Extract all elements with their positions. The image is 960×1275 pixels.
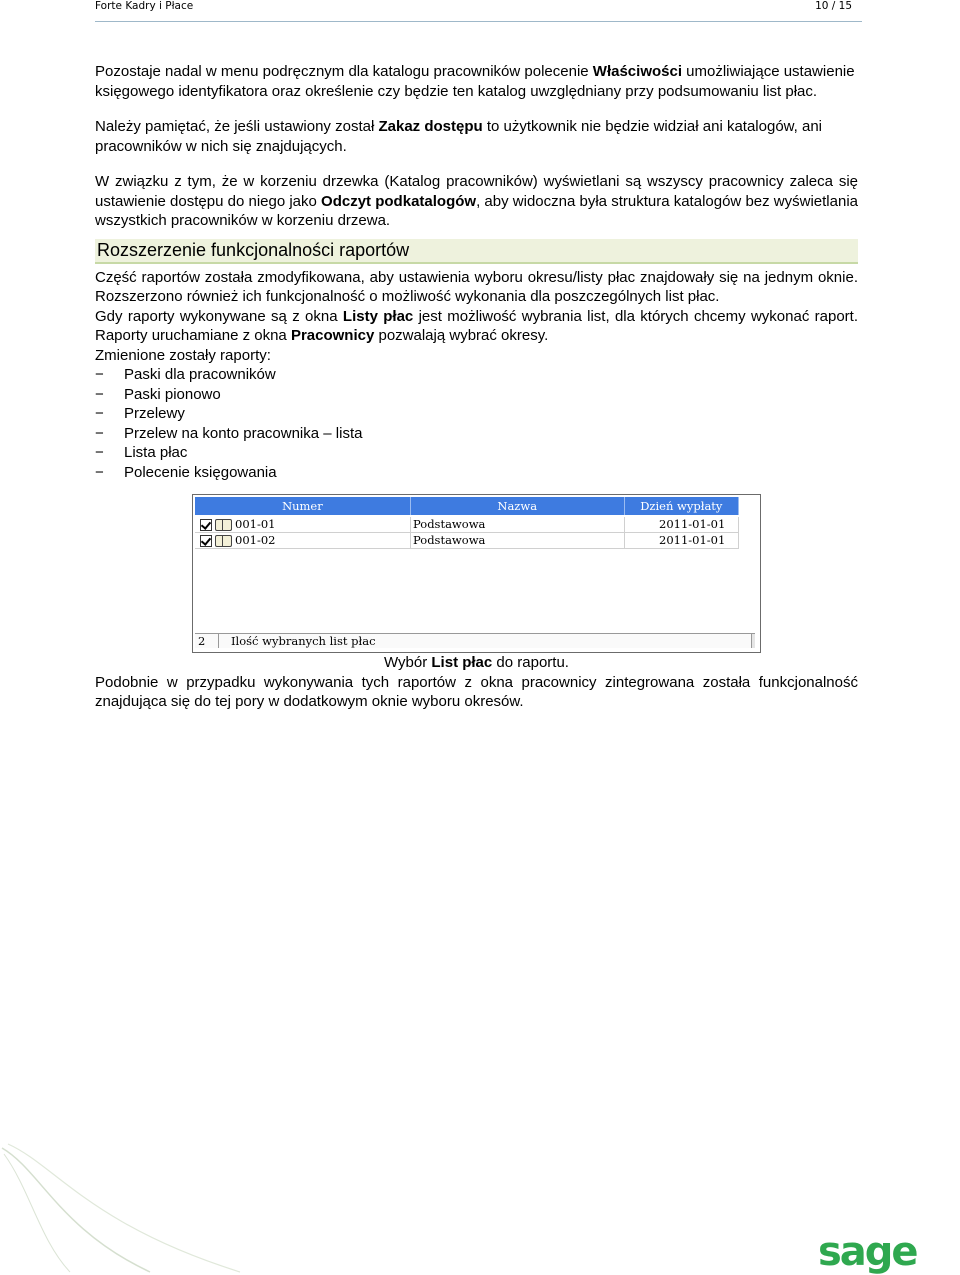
cell-nazwa: Podstawowa bbox=[411, 533, 625, 548]
cell-dzien: 2011-01-01 bbox=[625, 533, 739, 548]
list-item: − Lista płac bbox=[95, 443, 858, 463]
cell-nazwa: Podstawowa bbox=[411, 517, 625, 532]
book-icon bbox=[215, 535, 232, 547]
document-body bbox=[95, 62, 858, 712]
list-item: − Paski pionowo bbox=[95, 385, 858, 405]
cell-dzien: 2011-01-01 bbox=[625, 517, 739, 532]
column-header-dzien[interactable]: Dzień wypłaty bbox=[625, 497, 739, 515]
decorative-swoosh bbox=[0, 1140, 300, 1275]
checkbox-checked-icon[interactable] bbox=[200, 535, 212, 547]
sage-logo: sage bbox=[818, 1229, 917, 1275]
paragraph-reports-modified: Część raportów została zmodyfikowana, aby ustawienia wyboru okresu/listy płac znajdowały się na jednym oknie. Rozszerzono również ich funkcjonalność o możliwość wykonania dla poszczególnych list płac. bbox=[95, 268, 858, 305]
selection-summary-bar bbox=[195, 633, 755, 648]
figure-caption: Wybór List płac do raportu. bbox=[384, 654, 569, 671]
cell-numer: 001-01 bbox=[235, 517, 276, 531]
section-heading: Rozszerzenie funkcjonalności raportów bbox=[95, 239, 858, 264]
list-item: − Paski dla pracowników bbox=[95, 365, 858, 385]
paragraph-root-access: W związku z tym, że w korzeniu drzewka (Katalog pracowników) wyświetlani są wszyscy pracownicy zaleca się ustawienie dostępu do niego jako Odczyt podkatalogów, aby widoczna była struktura katalogów bez wyświetlania wszystkich pracowników w korzeniu drzewa. bbox=[95, 173, 859, 229]
paragraph-final: Podobnie w przypadku wykonywania tych raportów z okna pracownicy zintegrowana została funkcjonalność znajdująca się do tej pory w dodatkowym oknie wyboru okresów. bbox=[95, 673, 858, 710]
summary-bar-end bbox=[751, 634, 755, 648]
paragraph-properties: Pozostaje nadal w menu podręcznym dla katalogu pracowników polecenie Właściwości umożliwiające ustawienie księgowego identyfikatora oraz określenie czy będzie ten katalog uwzględniany przy podsumowaniu list płac. bbox=[95, 63, 855, 100]
cell-numer: 001-02 bbox=[235, 533, 276, 547]
table-row[interactable] bbox=[195, 517, 739, 533]
book-icon bbox=[215, 519, 232, 531]
list-item: − Polecenie księgowania bbox=[95, 463, 858, 483]
paragraph-changed-reports: Zmienione zostały raporty: bbox=[95, 346, 271, 364]
paragraph-reports-source: Gdy raporty wykonywane są z okna Listy płac jest możliwość wybrania list, dla których chcemy wykonać raport. Raporty uruchamiane z okna Pracownicy pozwalają wybrać okresy. bbox=[95, 307, 859, 344]
selected-count-label: Ilość wybranych list płac bbox=[218, 634, 751, 648]
column-header-nazwa[interactable]: Nazwa bbox=[411, 497, 625, 515]
paragraph-access-note: Należy pamiętać, że jeśli ustawiony został Zakaz dostępu to użytkownik nie będzie widział ani katalogów, ani pracowników w nich się znajdujących. bbox=[95, 118, 823, 155]
payroll-list-screenshot bbox=[192, 494, 761, 653]
table-row[interactable] bbox=[195, 533, 739, 549]
list-item: − Przelewy bbox=[95, 404, 858, 424]
checkbox-checked-icon[interactable] bbox=[200, 519, 212, 531]
report-list bbox=[95, 365, 858, 482]
page-number: 10 / 15 bbox=[815, 0, 852, 12]
table-header bbox=[195, 497, 739, 515]
selected-count: 2 bbox=[198, 634, 206, 648]
page-header bbox=[95, 0, 862, 22]
document-title: Forte Kadry i Płace bbox=[95, 0, 194, 12]
list-item: − Przelew na konto pracownika – lista bbox=[95, 424, 858, 444]
column-header-numer[interactable]: Numer bbox=[195, 497, 411, 515]
